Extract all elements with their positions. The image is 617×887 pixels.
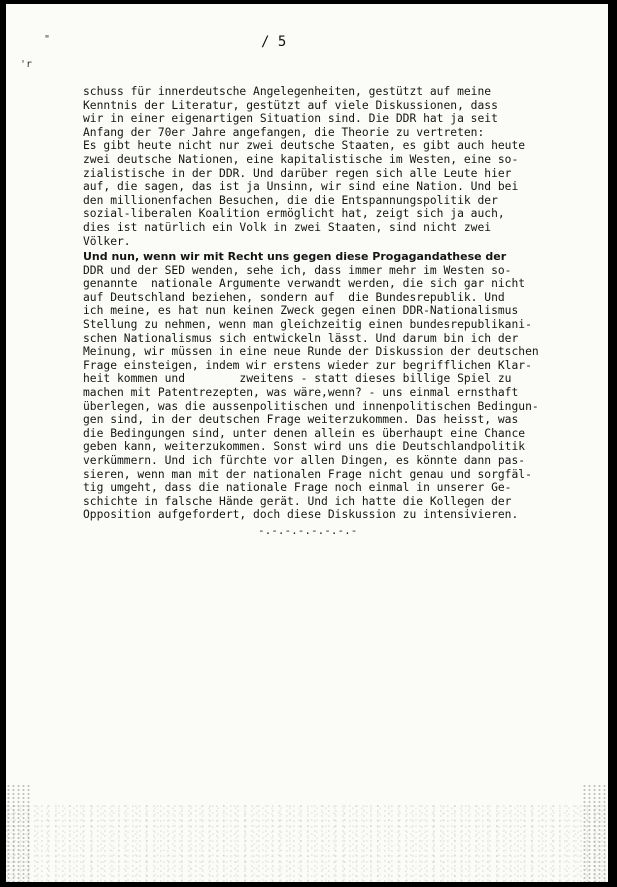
text-line: zwei deutsche Nationen, eine kapitalistische im Westen, eine so- <box>83 152 519 166</box>
scan-noise <box>6 804 608 882</box>
document-page <box>6 4 608 882</box>
text-line: machen mit Patentrezepten, was wäre,wenn? - uns einmal ernsthaft <box>83 385 519 399</box>
text-line: heit kommen und zweitens - statt dieses billige Spiel zu <box>83 372 512 386</box>
paragraph-2 <box>83 250 551 522</box>
text-line: tig umgeht, dass die nationale Frage noch einmal in unserer Ge- <box>83 481 512 495</box>
page-number: / 5 <box>261 34 287 50</box>
text-line: Frage einsteigen, indem wir erstens wieder zur begrifflichen Klar- <box>83 358 532 372</box>
text-line: schuss für innerdeutsche Angelegenheiten, gestützt auf meine <box>83 85 492 98</box>
text-line: genannte nationale Argumente verwandt werden, die sich gar nicht <box>83 277 526 291</box>
text-line: Opposition aufgefordert, doch diese Diskussion zu intensivieren. <box>83 508 519 522</box>
text-line: Stellung zu nehmen, wenn man gleichzeitig einen bundesrepublikani- <box>83 317 532 331</box>
text-line: überlegen, was die aussenpolitischen und innenpolitischen Bedingun- <box>83 399 539 413</box>
text-line: den millionenfachen Besuchen, die die Entspannungspolitik der <box>83 193 498 207</box>
text-line: sieren, wenn man mit der nationalen Frage nicht genau und sorgfäl- <box>83 467 532 481</box>
text-line: schen Nationalismus sich entwickeln lässt. Und darum bin ich der <box>83 331 519 345</box>
margin-mark: " <box>44 34 51 45</box>
text-line-bold: Und nun, wenn wir mit Recht uns gegen diese Progagandathese der <box>83 250 507 263</box>
text-line: Anfang der 70er Jahre angefangen, die Theorie zu vertreten: <box>83 125 485 139</box>
text-line: schichte in falsche Hände gerät. Und ich hatte die Kollegen der <box>83 494 512 508</box>
text-line: auf, die sagen, das ist ja Unsinn, wir sind eine Nation. Und bei <box>83 180 519 194</box>
text-line: zialistische in der DDR. Und darüber regen sich alle Leute hier <box>83 166 512 180</box>
text-line: die Bedingungen sind, unter denen allein es überhaupt eine Chance <box>83 426 526 440</box>
text-line: Völker. <box>83 234 131 248</box>
scan-noise <box>582 784 608 882</box>
text-line: dies ist natürlich ein Volk in zwei Staaten, sind nicht zwei <box>83 220 492 234</box>
text-line: auf Deutschland beziehen, sondern auf die Bundesrepublik. Und <box>83 290 505 304</box>
text-line: Meinung, wir müssen in eine neue Runde der Diskussion der deutschen <box>83 345 539 359</box>
text-line: DDR und der SED wenden, sehe ich, dass immer mehr im Westen so- <box>83 263 512 277</box>
paragraph-1 <box>83 85 551 248</box>
text-line: wir in einer eigenartigen Situation sind. Die DDR hat ja seit <box>83 112 498 126</box>
section-separator: -.-.-.-.-.-.-.- <box>258 524 358 537</box>
text-line: ich meine, es hat nun keinen Zweck gegen einen DDR-Nationalismus <box>83 304 519 318</box>
margin-mark: 'r <box>20 59 33 70</box>
text-line: gen sind, in der deutschen Frage weiterzukommen. Das heisst, was <box>83 413 519 427</box>
text-line: geben kann, weiterzukommen. Sonst wird uns die Deutschlandpolitik <box>83 440 526 454</box>
text-line: sozial-liberalen Koalition ermöglicht hat, zeigt sich ja auch, <box>83 207 505 221</box>
text-line: Es gibt heute nicht nur zwei deutsche Staaten, es gibt auch heute <box>83 139 526 153</box>
text-line: Kenntnis der Literatur, gestützt auf viele Diskussionen, dass <box>83 98 498 112</box>
scan-noise <box>6 784 32 882</box>
text-line: verkümmern. Und ich fürchte vor allen Dingen, es könnte dann pas- <box>83 453 526 467</box>
